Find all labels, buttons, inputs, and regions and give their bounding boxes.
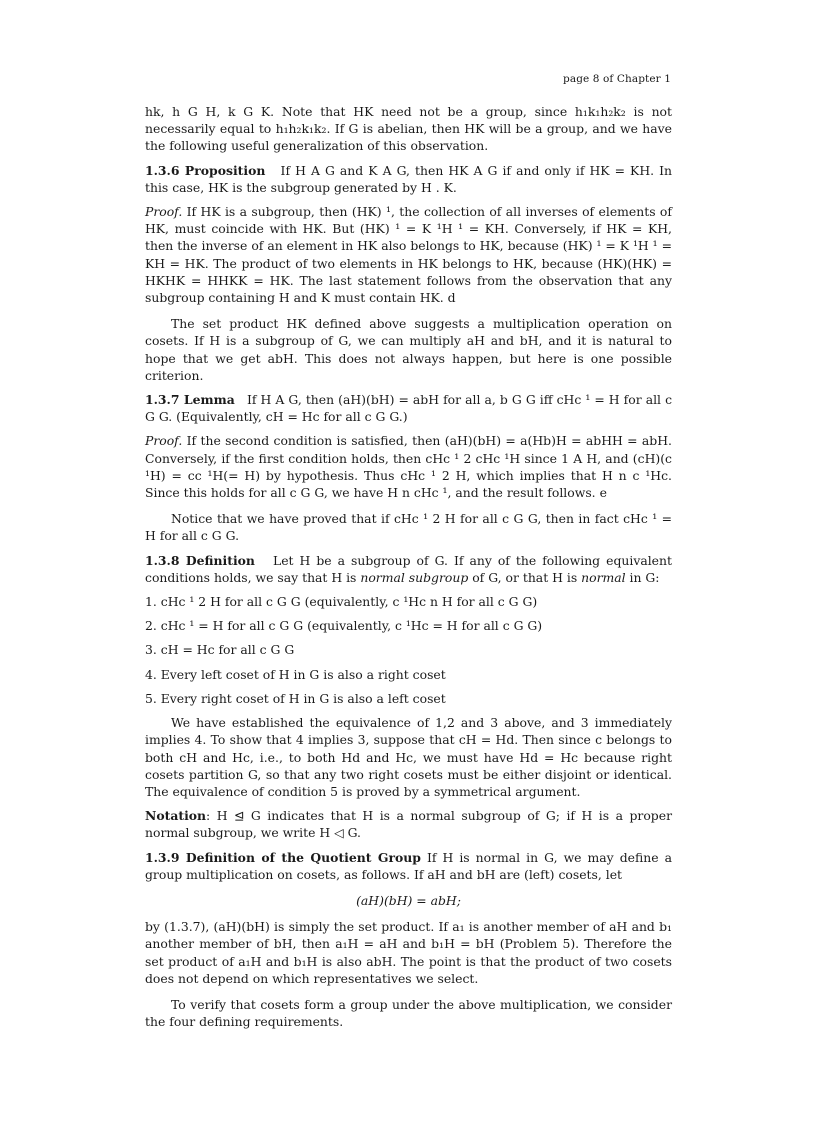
proposition-1-3-6 — [145, 162, 672, 196]
quotient-group-text: If H is normal in G, we may define a group multiplication on cosets, as follows. If aH and bH are (left) cosets, let — [145, 849, 672, 882]
definition-text-before: Let H be a subgroup of G. If any of the following equivalent conditions holds, we say that H is — [145, 552, 672, 585]
definition-1-3-9 — [145, 849, 672, 883]
proposition-heading: 1.3.6 Proposition — [145, 162, 266, 178]
proposition-text: If H A G and K A G, then HK A G if and only if HK = KH. In this case, HK is the subgroup generated by H . K. — [145, 162, 672, 195]
page-header: page 8 of Chapter 1 — [563, 73, 671, 85]
proof-label: Proof. — [145, 433, 183, 449]
proof-text: If HK is a subgroup, then (HK) ¹, the collection of all inverses of elements of HK, must coincide with HK. But (HK) ¹ = K ¹H ¹ = KH. Conversely, if HK = KH, then the inverse of an element in HK also belongs to HK, because (HK) ¹ = K ¹H ¹ = KH = HK. The product of two elements in HK belongs to HK, because (HK)(HK) = HKHK = HHKK = HK. The last statement follows from the observation that any subgroup containing H and K must contain HK. d — [145, 204, 672, 306]
equivalence-paragraph: We have established the equivalence of 1,2 and 3 above, and 3 immediately implies 4. To show that 4 implies 3, suppose that cH = Hd. Then since c belongs to both cH and Hc, i.e., to both Hd and Hc, we must have Hd = Hc because right cosets partition G, so that any two right cosets must be either disjoint or identical. The equivalence of condition 5 is proved by a symmetrical argument. — [145, 715, 672, 799]
after-display-paragraph: by (1.3.7), (aH)(bH) is simply the set product. If a₁ is another member of aH and b₁ another member of bH, then a₁H = aH and b₁H = bH (Problem 5). Therefore the set product of a₁H and b₁H is also abH. The point is that the product of two cosets does not depend on which representatives we select. — [145, 919, 672, 986]
definition-1-3-8 — [145, 552, 672, 586]
lemma-text: If H A G, then (aH)(bH) = abH for all a, b G G iff cHc ¹ = H for all c G G. (Equivalently, cH = Hc for all c G G.) — [145, 392, 673, 425]
condition-item-5: 5. Every right coset of H in G is also a left coset — [145, 690, 446, 706]
lemma-1-3-7 — [145, 391, 672, 425]
page-body — [145, 103, 672, 1037]
display-equation: (aH)(bH) = abH; — [356, 892, 461, 908]
definition-text-middle: of G, or that H is — [468, 569, 582, 585]
intro-paragraph: hk, h G H, k G K. Note that HK need not be a group, since h₁k₁h₂k₂ is not necessarily equal to h₁h₂k₁k₂. If G is abelian, then HK will be a group, and we have the following useful generalization of this observation. — [145, 104, 672, 154]
condition-item-2: 2. cHc ¹ = H for all c G G (equivalently, c ¹Hc = H for all c G G) — [145, 618, 543, 634]
quotient-group-heading: 1.3.9 Definition of the Quotient Group — [145, 849, 421, 865]
proof-text: If the second condition is satisfied, then (aH)(bH) = a(Hb)H = abHH = abH. Conversely, if the first condition holds, then cHc ¹ 2 cHc ¹H since 1 A H, and (cH)(c ¹H) = cc ¹H(= H) by hypothesis. Thus cHc ¹ 2 H, which implies that H n c ¹Hc. Since this holds for all c G G, we have H n cHc ¹, and the result follows. e — [145, 433, 672, 501]
notice-paragraph: Notice that we have proved that if cHc ¹ 2 H for all c G G, then in fact cHc ¹ = H for all c G G. — [145, 511, 672, 544]
condition-item-1: 1. cHc ¹ 2 H for all c G G (equivalently, c ¹Hc n H for all c G G) — [145, 594, 538, 610]
notation-paragraph — [145, 807, 672, 841]
notation-text: : H ⊴ G indicates that H is a normal subgroup of G; if H is a proper normal subgroup, we write H ◁ G. — [145, 808, 672, 841]
condition-item-3: 3. cH = Hc for all c G G — [145, 642, 295, 658]
notation-label: Notation — [145, 808, 207, 824]
definition-term-normal-subgroup: normal subgroup — [360, 569, 469, 585]
proof-label: Proof. — [145, 204, 183, 220]
lemma-heading: 1.3.7 Lemma — [145, 392, 235, 408]
proof-1-3-6 — [145, 203, 672, 306]
definition-text-after: in G: — [625, 569, 660, 585]
condition-item-4: 4. Every left coset of H in G is also a right coset — [145, 666, 446, 682]
set-product-paragraph: The set product HK defined above suggests a multiplication operation on cosets. If H is a subgroup of G, we can multiply aH and bH, and it is natural to hope that we get abH. This does not always happen, but here is one possible criterion. — [145, 316, 672, 383]
verify-paragraph: To verify that cosets form a group under the above multiplication, we consider the four defining requirements. — [145, 996, 672, 1030]
proof-1-3-7 — [145, 432, 672, 501]
definition-term-normal: normal — [581, 569, 626, 585]
definition-heading: 1.3.8 Definition — [145, 552, 255, 568]
